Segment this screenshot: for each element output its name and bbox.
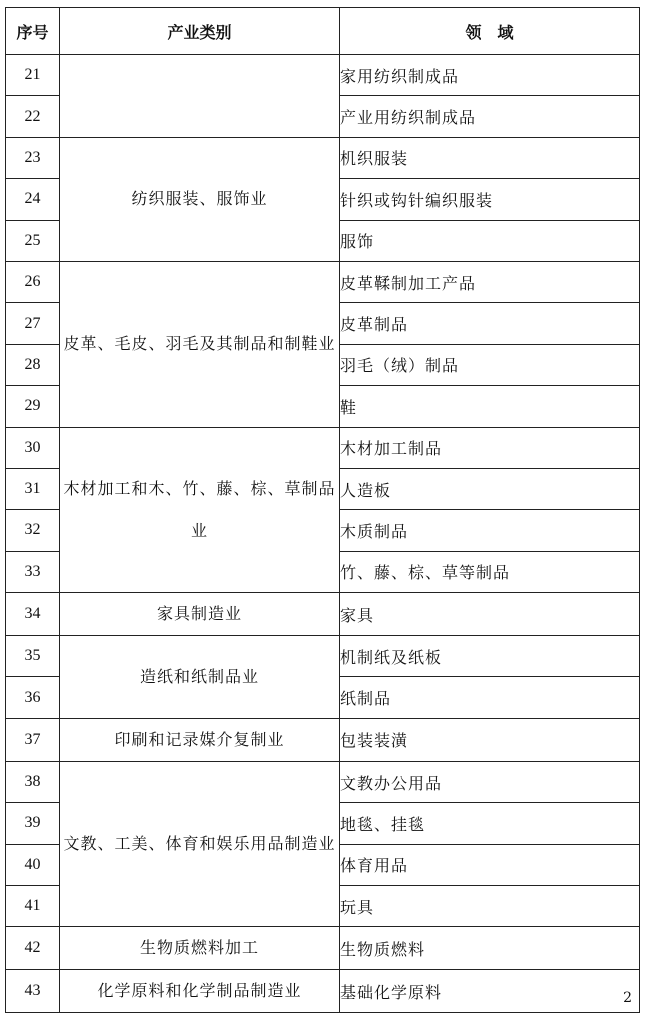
field-cell: 家用纺织制成品 — [340, 55, 640, 96]
field-cell: 文教办公用品 — [340, 761, 640, 802]
row-index: 25 — [6, 220, 60, 261]
row-index: 36 — [6, 677, 60, 718]
row-index: 37 — [6, 718, 60, 761]
table-row — [6, 636, 640, 677]
row-index: 29 — [6, 386, 60, 427]
industry-table — [5, 7, 640, 1013]
table-body — [6, 55, 640, 1013]
field-cell: 针织或钩针编织服装 — [340, 179, 640, 220]
row-index: 42 — [6, 927, 60, 970]
table-row — [6, 261, 640, 302]
row-index: 41 — [6, 886, 60, 927]
category-cell: 木材加工和木、竹、藤、棕、草制品业 — [60, 427, 340, 593]
row-index: 34 — [6, 593, 60, 636]
table-row — [6, 718, 640, 761]
field-cell: 皮革制品 — [340, 303, 640, 344]
row-index: 26 — [6, 261, 60, 302]
category-cell: 家具制造业 — [60, 593, 340, 636]
field-cell: 鞋 — [340, 386, 640, 427]
field-cell: 包装装潢 — [340, 718, 640, 761]
category-cell — [60, 55, 340, 138]
table-row — [6, 427, 640, 468]
field-cell: 生物质燃料 — [340, 927, 640, 970]
field-cell: 木质制品 — [340, 510, 640, 551]
field-cell: 地毯、挂毯 — [340, 803, 640, 844]
category-cell: 纺织服装、服饰业 — [60, 137, 340, 261]
category-cell: 造纸和纸制品业 — [60, 636, 340, 719]
header-field: 领 域 — [340, 8, 640, 55]
table-row — [6, 761, 640, 802]
table-row — [6, 55, 640, 96]
table-row — [6, 593, 640, 636]
row-index: 35 — [6, 636, 60, 677]
row-index: 27 — [6, 303, 60, 344]
table-row — [6, 137, 640, 178]
category-cell: 化学原料和化学制品制造业 — [60, 970, 340, 1013]
table-row — [6, 970, 640, 1013]
row-index: 22 — [6, 96, 60, 137]
field-cell: 人造板 — [340, 468, 640, 509]
field-cell: 皮革鞣制加工产品 — [340, 261, 640, 302]
row-index: 31 — [6, 468, 60, 509]
field-cell: 纸制品 — [340, 677, 640, 718]
field-cell: 羽毛（绒）制品 — [340, 344, 640, 385]
field-cell: 木材加工制品 — [340, 427, 640, 468]
header-index: 序号 — [6, 8, 60, 55]
field-cell: 产业用纺织制成品 — [340, 96, 640, 137]
row-index: 23 — [6, 137, 60, 178]
row-index: 33 — [6, 551, 60, 592]
category-cell: 皮革、毛皮、羽毛及其制品和制鞋业 — [60, 261, 340, 427]
field-cell: 玩具 — [340, 886, 640, 927]
header-category: 产业类别 — [60, 8, 340, 55]
row-index: 30 — [6, 427, 60, 468]
field-cell: 体育用品 — [340, 844, 640, 885]
field-cell: 基础化学原料 — [340, 970, 640, 1013]
row-index: 28 — [6, 344, 60, 385]
row-index: 21 — [6, 55, 60, 96]
field-cell: 竹、藤、棕、草等制品 — [340, 551, 640, 592]
table-row — [6, 927, 640, 970]
field-cell: 家具 — [340, 593, 640, 636]
row-index: 39 — [6, 803, 60, 844]
row-index: 24 — [6, 179, 60, 220]
row-index: 32 — [6, 510, 60, 551]
field-cell: 机制纸及纸板 — [340, 636, 640, 677]
page-number: 2 — [623, 990, 632, 1006]
field-cell: 服饰 — [340, 220, 640, 261]
field-cell: 机织服装 — [340, 137, 640, 178]
category-cell: 印刷和记录媒介复制业 — [60, 718, 340, 761]
category-cell: 生物质燃料加工 — [60, 927, 340, 970]
row-index: 40 — [6, 844, 60, 885]
header-row — [6, 8, 640, 55]
category-cell: 文教、工美、体育和娱乐用品制造业 — [60, 761, 340, 927]
row-index: 43 — [6, 970, 60, 1013]
row-index: 38 — [6, 761, 60, 802]
